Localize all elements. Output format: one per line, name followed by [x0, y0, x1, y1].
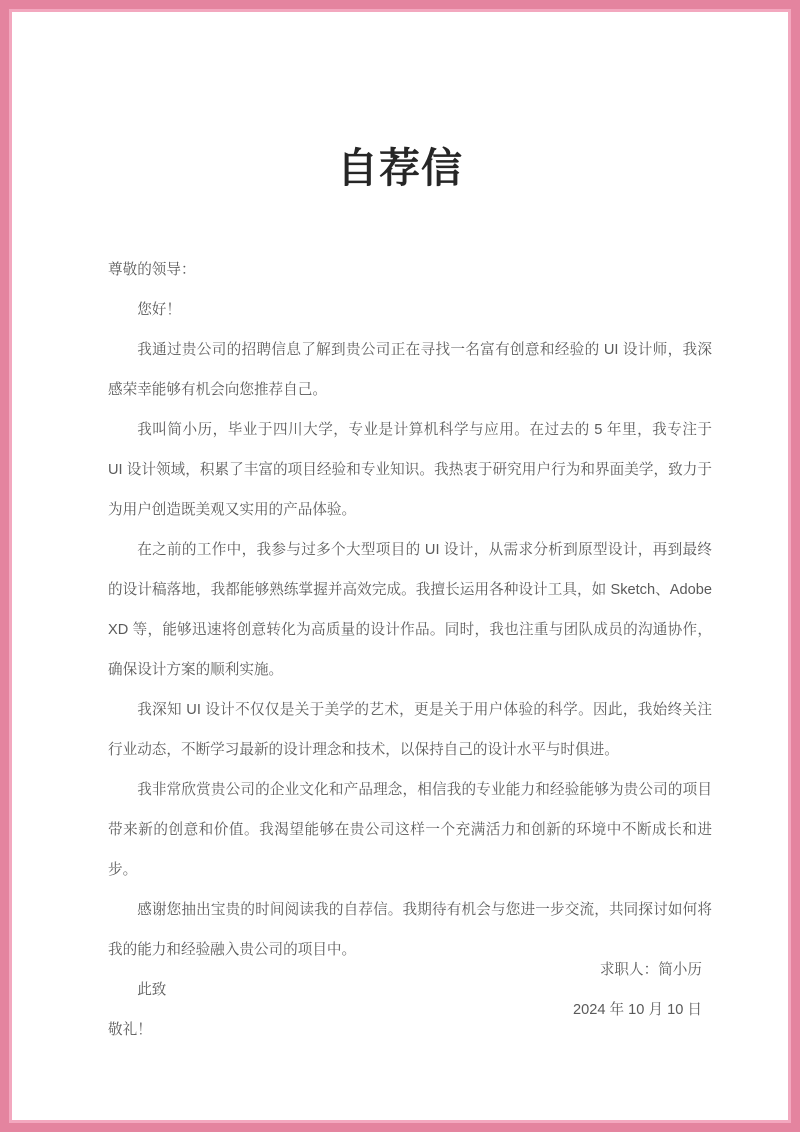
- signature-block: [108, 950, 712, 1030]
- body-paragraph: 我通过贵公司的招聘信息了解到贵公司正在寻找一名富有创意和经验的 UI 设计师，我深感荣幸能够有机会向您推荐自己。: [108, 342, 712, 398]
- body-paragraph: 感谢您抽出宝贵的时间阅读我的自荐信。我期待有机会与您进一步交流，共同探讨如何将我的能力和经验融入贵公司的项目中。: [108, 902, 712, 958]
- page-title: 自荐信: [337, 145, 463, 191]
- body-paragraph: 我叫简小历，毕业于四川大学，专业是计算机科学与应用。在过去的 5 年里，我专注于 UI 设计领域，积累了丰富的项目经验和专业知识。我热衷于研究用户行为和界面美学，致力于为用户创造既美观又实用的产品体验。: [108, 422, 712, 518]
- letter-page: [12, 12, 788, 1120]
- greeting: 您好！: [137, 302, 181, 318]
- closing-salutation-indented: 此致: [137, 982, 167, 998]
- signature-date: 2024 年 10 月 10 日: [573, 1002, 702, 1018]
- body-paragraph: 在之前的工作中，我参与过多个大型项目的 UI 设计，从需求分析到原型设计，再到最终的设计稿落地，我都能够熟练掌握并高效完成。我擅长运用各种设计工具，如 Sketch、Adobe XD 等，能够迅速将创意转化为高质量的设计作品。同时，我也注重与团队成员的沟通协作，确保设计方案的顺利实施。: [108, 542, 712, 678]
- closing-salutation-flush: 敬礼！: [108, 1022, 152, 1038]
- body-paragraph: 我深知 UI 设计不仅仅是关于美学的艺术，更是关于用户体验的科学。因此，我始终关注行业动态，不断学习最新的设计理念和技术，以保持自己的设计水平与时俱进。: [108, 702, 712, 758]
- letter-body: [108, 250, 712, 1050]
- salutation: 尊敬的领导：: [108, 262, 196, 278]
- body-paragraph: 我非常欣赏贵公司的企业文化和产品理念，相信我的专业能力和经验能够为贵公司的项目带来新的创意和价值。我渴望能够在贵公司这样一个充满活力和创新的环境中不断成长和进步。: [108, 782, 712, 878]
- signature-name: 求职人：简小历: [599, 962, 702, 978]
